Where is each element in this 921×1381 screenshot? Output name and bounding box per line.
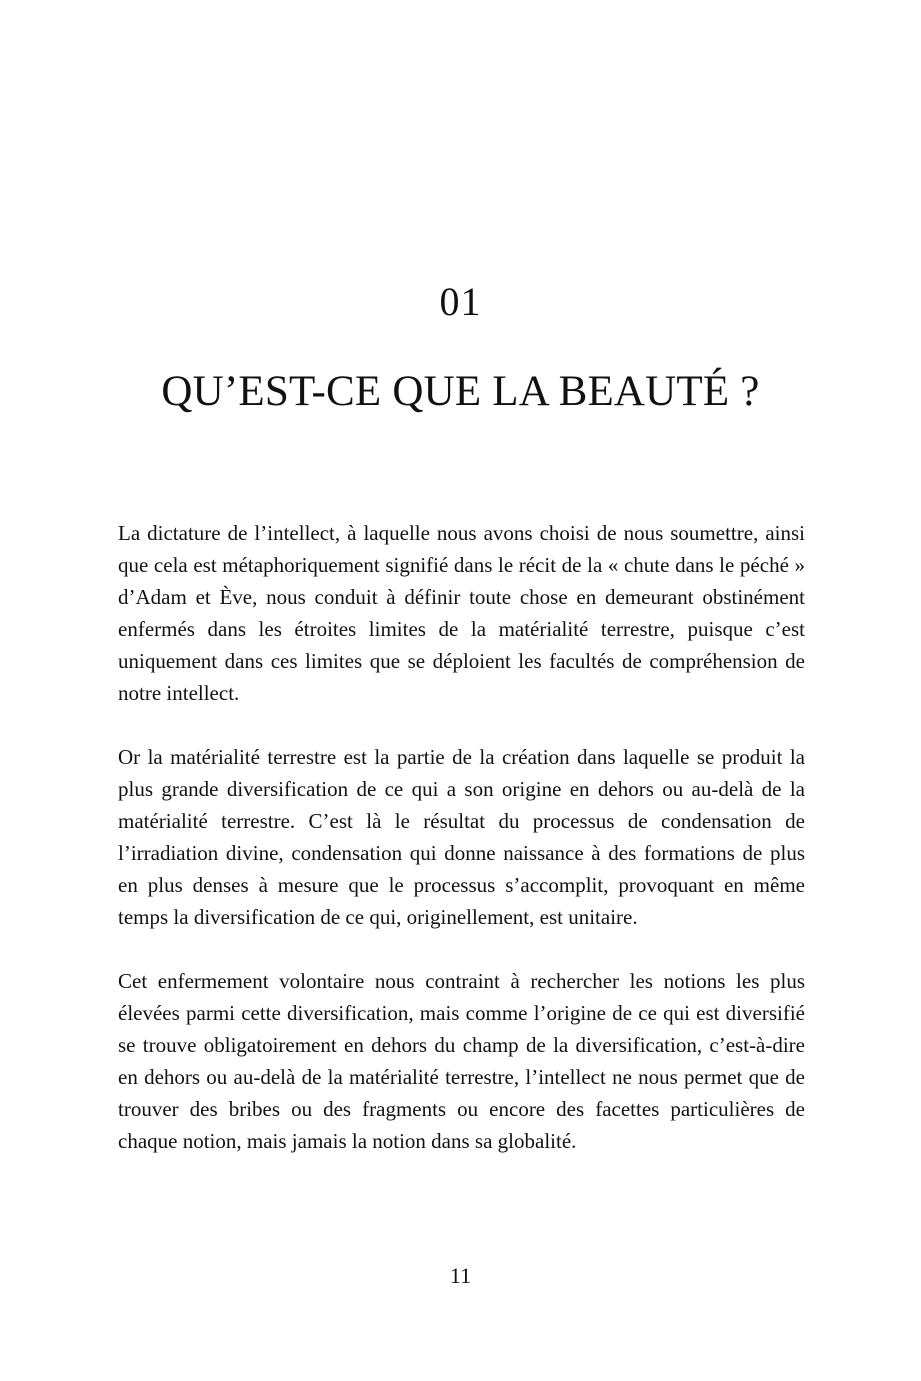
page-number: 11 <box>449 1263 472 1288</box>
paragraph-2: Or la matérialité terrestre est la partie de la création dans laquelle se produit la plus grande diversification de ce qui a son origine en dehors ou au-delà de la matérialité terrestre. C’est là le résultat du processus de condensation de l’irradiation divine, condensation qui donne naissance à des formations de plus en plus denses à mesure que le processus s’accomplit, provoquant en même temps la diversification de ce qui, originellement, est unitaire. <box>118 745 805 929</box>
chapter-number: 01 <box>439 279 482 324</box>
paragraph-3: Cet enfermement volontaire nous contraint à rechercher les notions les plus élevées parmi cette diversification, mais comme l’origine de ce qui est diversifié se trouve obligatoirement en dehors du champ de la diversification, c’est-à-dire en dehors ou au-delà de la matérialité terrestre, l’intellect ne nous permet que de trouver des bribes ou des fragments ou encore des facettes particulières de chaque notion, mais jamais la notion dans sa globalité. <box>118 969 805 1153</box>
chapter-body <box>118 517 805 1157</box>
chapter-title: QU’EST-CE QUE LA BEAUTÉ ? <box>161 368 760 415</box>
paragraph-1: La dictature de l’intellect, à laquelle nous avons choisi de nous soumettre, ainsi que cela est métaphoriquement signifié dans le récit de la « chute dans le péché » d’Adam et Ève, nous conduit à définir toute chose en demeurant obstinément enfermés dans les étroites limites de la matérialité terrestre, puisque c’est uniquement dans ces limites que se déploient les facultés de compréhension de notre intellect. <box>118 521 805 705</box>
